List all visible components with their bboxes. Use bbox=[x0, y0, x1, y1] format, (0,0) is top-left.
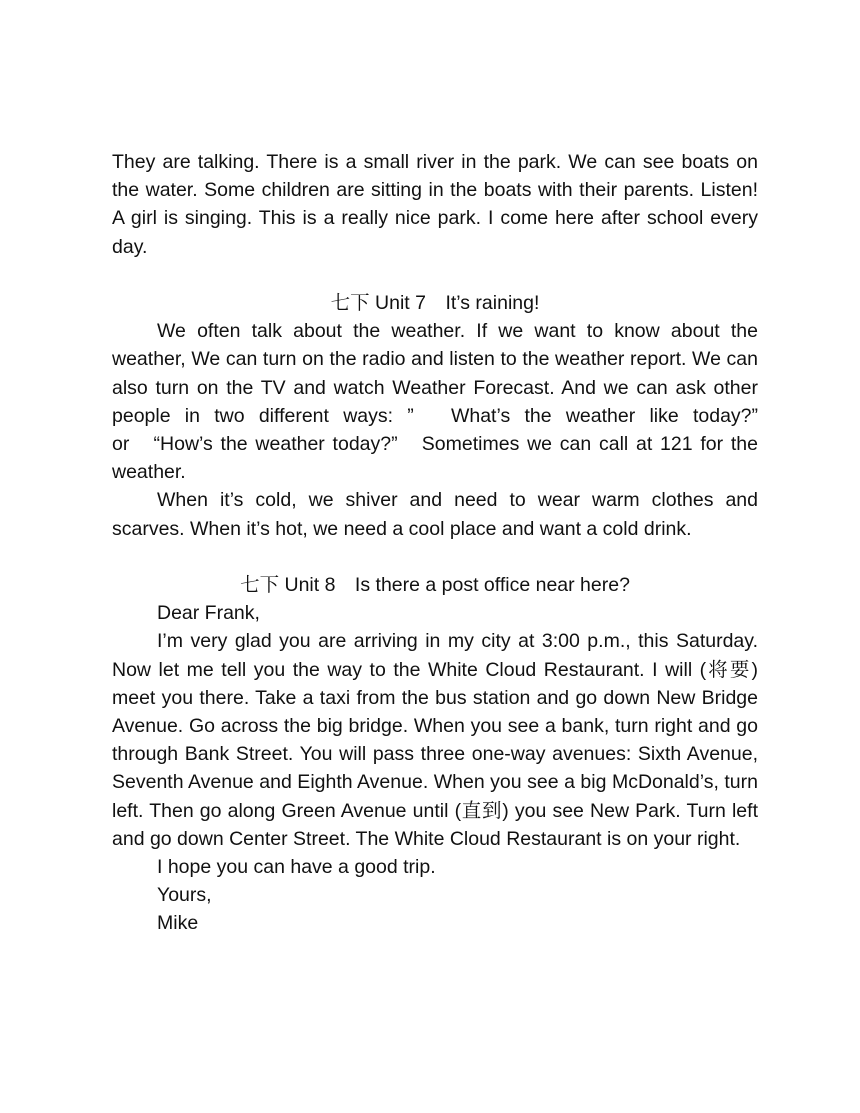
letter-signature: Mike bbox=[157, 912, 199, 935]
letter-greeting: Dear Frank, bbox=[157, 602, 260, 625]
unit7-paragraph-2: When it’s cold, we shiver and need to wear warm clothes and scarves. When it’s hot, we need a cool place and want a cold drink. bbox=[112, 489, 758, 540]
intro-paragraph: They are talking. There is a small river in the park. We can see boats on the water. Some children are sitting in the boats with their parents. Listen! A girl is singing. This is a really nice park. I come here after school every day. bbox=[112, 151, 758, 258]
letter-body: I’m very glad you are arriving in my city at 3:00 p.m., this Saturday. Now let me tell you the way to the White Cloud Restaurant. I will (将要) meet you there. Take a taxi from the bus station and go down New Bridge Avenue. Go across the big bridge. When you see a bank, turn right and go through Bank Street. You will pass three one-way avenues: Sixth Avenue, Seventh Avenue and Eighth Avenue. When you see a big McDonald’s, turn left. Then go along Green Avenue until (直到) you see New Park. Turn left and go down Center Street. The White Cloud Restaurant is on your right. bbox=[112, 630, 758, 850]
spacer bbox=[112, 261, 758, 289]
document-page bbox=[112, 148, 778, 938]
unit7-paragraph-1: We often talk about the weather. If we want to know about the weather, We can turn on the radio and listen to the weather report. We can also turn on the TV and watch Weather Forecast. And we can ask other people in two different ways: ” What’s the weather like today?” or “How’s the weather today?” Sometimes we can call at 121 for the weather. bbox=[112, 320, 778, 484]
spacer bbox=[112, 543, 758, 571]
letter-wish: I hope you can have a good trip. bbox=[157, 856, 436, 879]
letter-closing: Yours, bbox=[157, 884, 212, 907]
unit7-heading: 七下 Unit 7 It’s raining! bbox=[330, 292, 540, 314]
unit8-heading: 七下 Unit 8 Is there a post office near here? bbox=[240, 574, 630, 597]
